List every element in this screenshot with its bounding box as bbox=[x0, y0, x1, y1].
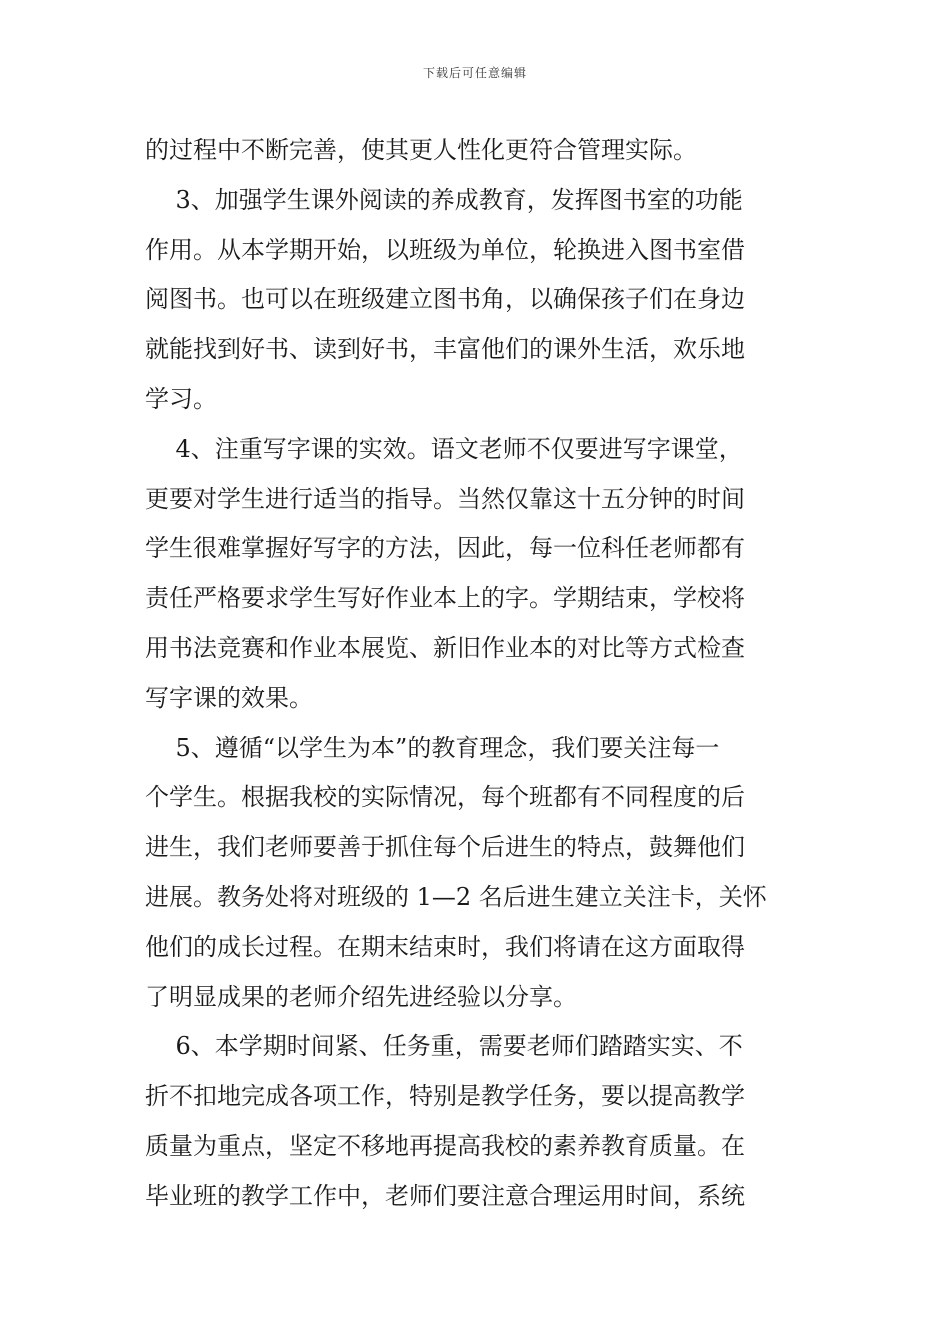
text-line: 个学生。根据我校的实际情况，每个班都有不同程度的后 bbox=[145, 783, 745, 812]
text-line: 4、注重写字课的实效。语文老师不仅要进写字课堂， bbox=[145, 434, 743, 463]
text-line: 6、本学期时间紧、任务重，需要老师们踏踏实实、不 bbox=[145, 1032, 743, 1061]
document-body bbox=[145, 126, 815, 1222]
text-line: 学习。 bbox=[145, 384, 217, 413]
text-line: 阅图书。也可以在班级建立图书角，以确保孩子们在身边 bbox=[145, 285, 745, 314]
text-line: 作用。从本学期开始，以班级为单位，轮换进入图书室借 bbox=[145, 235, 745, 264]
text-line: 进展。教务处将对班级的 1—2 名后进生建立关注卡，关怀 bbox=[145, 882, 767, 911]
text-line: 质量为重点，坚定不移地再提高我校的素养教育质量。在 bbox=[145, 1131, 745, 1160]
text-line: 进生，我们老师要善于抓住每个后进生的特点，鼓舞他们 bbox=[145, 833, 745, 862]
text-line: 更要对学生进行适当的指导。当然仅靠这十五分钟的时间 bbox=[145, 484, 745, 513]
page-header: 下载后可任意编辑 bbox=[422, 66, 527, 80]
text-line: 他们的成长过程。在期末结束时，我们将请在这方面取得 bbox=[145, 932, 745, 961]
text-line: 毕业班的教学工作中，老师们要注意合理运用时间，系统 bbox=[145, 1181, 745, 1210]
text-line: 就能找到好书、读到好书，丰富他们的课外生活，欢乐地 bbox=[145, 335, 745, 364]
text-line: 写字课的效果。 bbox=[145, 683, 313, 712]
text-line: 折不扣地完成各项工作，特别是教学任务，要以提高教学 bbox=[145, 1082, 745, 1111]
text-line: 了明显成果的老师介绍先进经验以分享。 bbox=[145, 982, 577, 1011]
text-line: 用书法竞赛和作业本展览、新旧作业本的对比等方式检查 bbox=[145, 633, 745, 662]
text-line: 责任严格要求学生写好作业本上的字。学期结束，学校将 bbox=[145, 584, 745, 613]
text-line: 的过程中不断完善，使其更人性化更符合管理实际。 bbox=[145, 136, 697, 164]
text-line: 3、加强学生课外阅读的养成教育，发挥图书室的功能 bbox=[145, 185, 743, 214]
text-line: 5、遵循“以学生为本”的教育理念，我们要关注每一 bbox=[145, 733, 720, 762]
text-line: 学生很难掌握好写字的方法，因此，每一位科任老师都有 bbox=[145, 534, 745, 563]
